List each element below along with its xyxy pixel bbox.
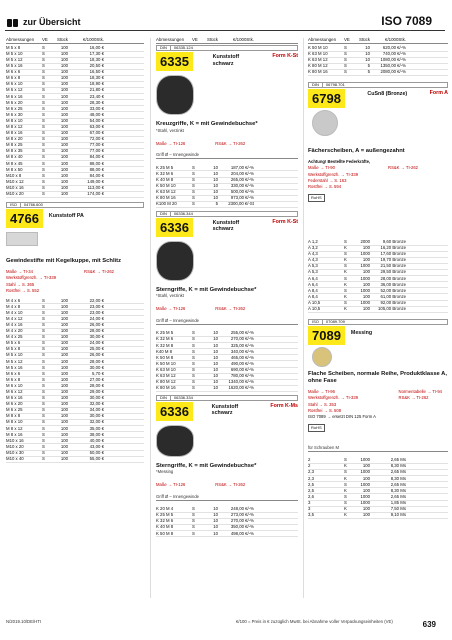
table-row: M 5 x 16 S 100 30,00 € [6, 365, 144, 371]
table-row: K100 M 20 S 5 2300,00 €/-St [156, 202, 298, 208]
table-row: 2,5 K 100 8,30 Ms [308, 488, 448, 494]
table-note: Griff Ø – Innengewinde [156, 153, 298, 159]
table-row: 3,5 K 100 9,10 Ms [308, 513, 448, 519]
table-row: A 10,5 S 1000 92,00 Bronze [308, 301, 448, 307]
table-row: M 6 x 16 S 100 23,40 € [6, 94, 144, 100]
table-row: M10 x 12 S 100 149,00 € [6, 179, 144, 185]
table-row: K 63 M 12 S 10 500,00 €/-% [156, 190, 298, 196]
price-table [6, 298, 144, 463]
table-row: K 63 M 10 S 10 690,00 €/-% [156, 368, 298, 374]
product-form: Form A [429, 89, 448, 96]
price-table [156, 331, 298, 392]
product-material: Kunststoff schwarz [212, 54, 240, 67]
table-row: K 20 M 4 S 10 248,00 €/-% [156, 507, 298, 513]
product-form: Form K-St [272, 219, 298, 225]
product-info: Maße → TI-96 Werkstoffgrenzh. → TI-339 Stahl → S. 353 Rostfrei → S. 508 ISO 7089 → ersetzt DIN 125 Form A Normentabelle → TI-94 RS&K → TI-262 [308, 389, 442, 420]
price-table [308, 45, 448, 75]
table-row: M 6 x 20 S 100 28,30 € [6, 100, 144, 106]
product-code: 6336 [156, 402, 193, 421]
table-row: A 4,3 S 1000 17,60 Bronze [308, 252, 448, 258]
product-block [6, 202, 144, 463]
table-row: K 80 M 12 S 5 1350,00 €/-% [308, 64, 448, 70]
table-row: A 6,4 K 100 36,00 Bronze [308, 282, 448, 288]
product-title: Gewindestifte mit Kegelkuppe, mit Schlitz [6, 257, 121, 264]
price-table [6, 45, 144, 197]
product-code: 4766 [6, 209, 43, 228]
product-info: Achtung! Bestellte Federkräfte, Maße → TI-90 Werkstoffgrenzh. → TI-339 Federstahl → S. 163 Rostfrei → S. 594 RS&K → TI-262 [308, 159, 418, 190]
table-row: M10 x 20 S 100 43,00 € [6, 444, 144, 450]
table-row: M 6 x 12 S 100 29,00 € [6, 390, 144, 396]
table-row: M 8 x 16 S 100 38,00 € [6, 432, 144, 438]
table-row: M 6 x 25 S 100 33,00 € [6, 106, 144, 112]
rohs-badge: RoHS [308, 194, 325, 202]
table-row: M 6 x 16 S 100 30,00 € [6, 396, 144, 402]
product-image [156, 237, 298, 287]
table-row: M 8 x 16 S 100 67,00 € [6, 131, 144, 137]
table-row: 2,6 S 1000 2,65 Ms [308, 494, 448, 500]
product-info: Maße → TI-126 RS&K → TI-262 [156, 482, 246, 488]
table-row: K 80 M 16 S 5 2080,00 €/-% [308, 70, 448, 76]
price-table [308, 458, 448, 519]
table-row: M 8 x 25 S 100 77,00 € [6, 143, 144, 149]
table-row: K 80 M 16 S 10 973,00 €/-% [156, 196, 298, 202]
set-screw-image [6, 232, 38, 246]
product-material: Kunststoff PA [48, 212, 84, 219]
column-divider [150, 38, 151, 598]
table-row: M 5 x 16 S 100 20,50 € [6, 64, 144, 70]
product-title: Sterngriffe, K = mit Gewindebuchse* [156, 287, 257, 293]
table-row: A 1,2 S 2000 9,60 Bronze [308, 240, 448, 246]
table-row: K 25 M 5 S 10 255,00 €/-% [156, 331, 298, 337]
product-title: Kreuzgriffe, K = mit Gewindebuchse* [156, 121, 258, 128]
table-row: A 10,5 K 100 105,00 Bronze [308, 307, 448, 313]
footer-left: N/2019.10/DE/HTI [6, 619, 42, 624]
table-row: A 5,3 S 1000 21,50 Bronze [308, 264, 448, 270]
table-row: K 50 M 10 S 10 490,00 €/-% [156, 361, 298, 367]
product-tag: DIN 06335.124 [156, 45, 298, 51]
table-row: M10 x 40 S 100 55,00 € [6, 457, 144, 463]
table-row: M 8 x 50 S 100 88,00 € [6, 167, 144, 173]
product-subtitle: *Messing [156, 469, 174, 475]
table-note: Griff Ø – Innengewinde [156, 495, 298, 501]
price-table [156, 507, 298, 537]
product-title: Sterngriffe, K = mit Gewindebuchse* [156, 462, 257, 469]
table-row: K 50 M 10 S 10 620,00 €/-% [308, 45, 448, 51]
table-row: M 4 x 10 S 100 23,00 € [6, 310, 144, 316]
table-row: 2,5 S 1000 2,65 Ms [308, 482, 448, 488]
table-row: M10 x 16 S 100 40,00 € [6, 438, 144, 444]
product-tag: ISO 07089.709 [308, 319, 448, 325]
table-row: A 6,4 S 1000 28,00 Bronze [308, 276, 448, 282]
product-material: Kunststoff schwarz [212, 220, 240, 233]
table-row: M 5 x 8 S 100 25,00 € [6, 347, 144, 353]
table-row: K 25 M 5 S 10 187,00 €/-% [156, 165, 298, 171]
table-row: 2 K 100 8,30 Ms [308, 464, 448, 470]
column-2 [156, 38, 298, 537]
table-row: M 6 x 10 S 100 18,90 € [6, 82, 144, 88]
product-tag: DIN 06336.344 [156, 211, 298, 217]
table-row: M10 x 30 S 100 50,00 € [6, 451, 144, 457]
table-row: 2,3 K 100 8,30 Ms [308, 476, 448, 482]
table-row: K 50 M 8 S 10 465,00 €/-% [156, 355, 298, 361]
table-row: K 32 M 6 S 10 204,00 €/-% [156, 171, 298, 177]
table-row: 2,3 S 1000 2,65 Ms [308, 470, 448, 476]
product-subtitle: *Stahl, verzinkt [156, 293, 184, 299]
back-label: zur Übersicht [23, 17, 81, 27]
table-row: K 63 M 10 S 10 740,00 €/-% [308, 52, 448, 58]
product-code: 6335 [156, 52, 193, 71]
washer-image [312, 347, 332, 367]
product-material: CuSn8 (Bronze) [367, 90, 408, 97]
table-row: A 4,3 K 100 19,70 Bronze [308, 258, 448, 264]
page-number: 639 [422, 620, 436, 629]
product-tag: DIN 06336.334 [156, 395, 298, 401]
product-block [308, 82, 448, 313]
price-table [156, 165, 298, 208]
table-row: K 63 M 12 S 10 780,00 €/-% [156, 374, 298, 380]
table-header: Abmessungen VE Stück €/1000Stk. [308, 38, 448, 44]
washer-image [312, 110, 338, 136]
table-note: für Schrauben M [308, 446, 448, 452]
product-image [156, 71, 298, 121]
table-row: M 4 x 20 S 100 28,00 € [6, 329, 144, 335]
back-link[interactable] [7, 17, 81, 28]
product-image [308, 345, 448, 371]
product-code: 6798 [308, 89, 345, 108]
table-row: M10 x 20 S 100 174,00 € [6, 192, 144, 198]
product-info: Maße → TI-126 RS&K → TI-262 [156, 140, 246, 146]
column-1 [6, 38, 144, 463]
table-header: Abmessungen VE Stück €/1000Stk. [6, 38, 144, 44]
product-section [156, 395, 298, 537]
table-row: M 5 x 12 S 100 28,00 € [6, 359, 144, 365]
product-block [308, 319, 448, 519]
table-row: 3 S 1000 1,85 Ms [308, 501, 448, 507]
table-row: M10 x 16 S 100 113,00 € [6, 186, 144, 192]
product-material: Kunststoff schwarz [211, 403, 239, 417]
table-row: M 5 x 10 S 100 17,30 € [6, 52, 144, 58]
knob-image [156, 241, 194, 281]
table-row: M 8 x 10 S 100 32,00 € [6, 420, 144, 426]
table-row: M 6 x 20 S 100 32,00 € [6, 402, 144, 408]
footer-note: €/100 = Preis in € zuzüglich MwSt. bei Abnahme voller Verpackungseinheiten (VE) [236, 619, 393, 624]
product-tag: ISO 04766.600 [6, 202, 144, 208]
table-row: M 6 x 8 S 100 27,00 € [6, 377, 144, 383]
table-row: M 6 x 10 S 100 28,00 € [6, 383, 144, 389]
table-row: M 6 x 6 S 100 5,70 € [6, 371, 144, 377]
table-note: Griff Ø – Innengewinde [156, 319, 298, 325]
product-image [6, 228, 144, 258]
iso-title: ISO 7089 [381, 14, 432, 28]
table-row: M 6 x 6 S 100 16,50 € [6, 70, 144, 76]
table-row: K 80 M 16 S 10 1620,00 €/-% [156, 386, 298, 392]
table-row: M 5 x 10 S 100 26,00 € [6, 353, 144, 359]
table-row: M 5 x 8 S 100 16,00 € [6, 45, 144, 51]
knob-image [156, 75, 194, 115]
product-form: Form K-St [272, 53, 298, 60]
table-row: A 3,2 K 100 16,20 Bronze [308, 246, 448, 252]
product-title: Fächerscheiben, A = außengezahnt [308, 147, 405, 154]
table-row: K 25 M 5 S 10 273,00 €/-% [156, 513, 298, 519]
product-form: Form K-Ms [270, 402, 298, 409]
product-info: Maße → TI-34 Werkstoffgrenzh. → TI-339 Stahl → S. 365 Rostfrei → S. 552 RS&K → TI-262 [6, 268, 114, 293]
table-row: 2 S 1000 2,65 Ms [308, 458, 448, 464]
table-row: M 8 x 12 S 100 35,00 € [6, 426, 144, 432]
column-3 [308, 38, 448, 519]
product-title: Flache Scheiben, normale Reihe, Produktklasse A, ohne Fase [308, 370, 447, 384]
table-row: K 63 M 12 S 10 1080,00 €/-% [308, 58, 448, 64]
price-table [308, 240, 448, 313]
table-row: M 8 x 8 S 100 30,00 € [6, 414, 144, 420]
table-row: M 8 x 10 S 100 54,00 € [6, 119, 144, 125]
table-row: M 8 x 20 S 100 72,00 € [6, 137, 144, 143]
table-row: 3 K 100 7,50 Ms [308, 507, 448, 513]
table-header: Abmessungen VE Stück €/1000Stk. [156, 38, 298, 44]
table-row: M 6 x 25 S 100 34,00 € [6, 408, 144, 414]
table-row: K40 M 8 S 10 340,00 €/-% [156, 349, 298, 355]
header-rule [5, 30, 445, 31]
product-info: Maße → TI-126 RS&K → TI-262 [156, 306, 246, 312]
table-row: M10 x 8 S 100 84,00 € [6, 173, 144, 179]
product-image [156, 421, 298, 463]
product-image [308, 108, 448, 148]
product-tag: DIN 06798.701 [308, 82, 448, 88]
table-row: M 6 x 8 S 100 18,30 € [6, 76, 144, 82]
table-row: A 8,4 S 1000 52,00 Bronze [308, 288, 448, 294]
table-row: K 80 M 12 S 10 1340,00 €/-% [156, 380, 298, 386]
table-row: A 5,3 K 100 29,50 Bronze [308, 270, 448, 276]
table-row: K 40 M 8 S 10 350,00 €/-% [156, 525, 298, 531]
knob-image [156, 425, 194, 457]
table-row: M 8 x 12 S 100 63,00 € [6, 125, 144, 131]
column-divider [303, 38, 304, 598]
product-section [156, 45, 298, 208]
table-row: A 8,4 K 100 61,00 Bronze [308, 294, 448, 300]
binoculars-icon [7, 17, 20, 28]
table-row: K 50 M 8 S 10 498,00 €/-% [156, 531, 298, 537]
table-row: M 4 x 8 S 100 23,00 € [6, 304, 144, 310]
product-subtitle: *Stahl, verzinkt [156, 127, 184, 133]
table-row: M 8 x 40 S 100 84,00 € [6, 155, 144, 161]
product-section [156, 211, 298, 392]
table-row: K 50 M 10 S 10 330,00 €/-% [156, 184, 298, 190]
rohs-badge: RoHS [308, 424, 325, 432]
product-code: 7089 [308, 326, 345, 345]
table-row: M 4 x 12 S 100 24,00 € [6, 316, 144, 322]
table-row: M 8 x 35 S 100 77,00 € [6, 149, 144, 155]
product-code: 6336 [156, 218, 193, 237]
table-row: M 4 x 16 S 100 26,00 € [6, 323, 144, 329]
table-row: K 32 M 8 S 10 325,00 €/-% [156, 343, 298, 349]
table-row: K 32 M 6 S 10 270,00 €/-% [156, 519, 298, 525]
table-row: M 5 x 12 S 100 18,30 € [6, 58, 144, 64]
table-row: M 4 x 25 S 100 30,00 € [6, 335, 144, 341]
table-row: M 6 x 30 S 100 48,00 € [6, 112, 144, 118]
table-row: K 32 M 6 S 10 270,00 €/-% [156, 337, 298, 343]
table-row: M 6 x 12 S 100 21,80 € [6, 88, 144, 94]
table-row: M 8 x 45 S 100 88,00 € [6, 161, 144, 167]
table-row: M 5 x 6 S 100 24,00 € [6, 341, 144, 347]
product-material: Messing [350, 329, 373, 336]
table-row: K 40 M 8 S 10 265,00 €/-% [156, 178, 298, 184]
table-row: M 4 x 6 S 100 22,00 € [6, 298, 144, 304]
